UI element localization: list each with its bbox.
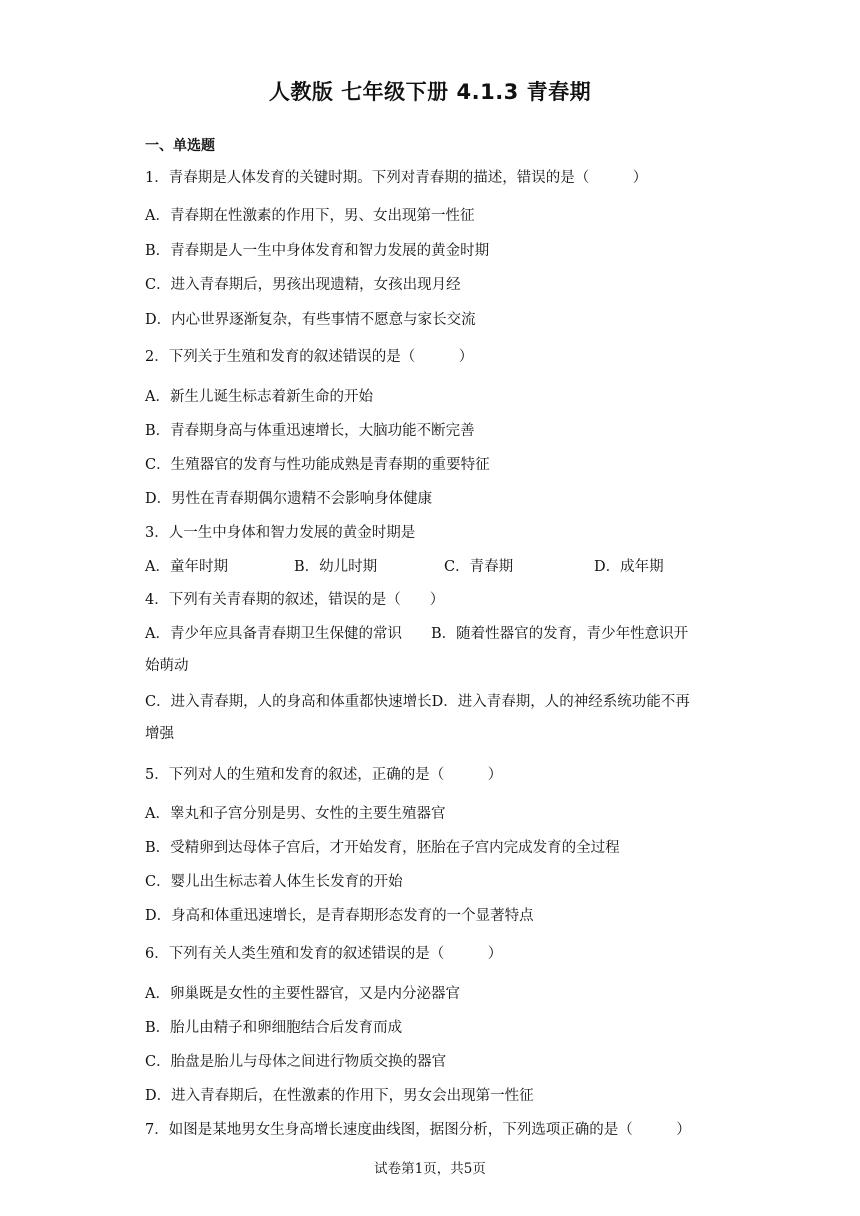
question-6-stem: 6．下列有关人类生殖和发育的叙述错误的是（ ） [145,946,503,962]
question-2-stem: 2．下列关于生殖和发育的叙述错误的是（ ） [145,349,474,365]
question-2-option-a: A．新生儿诞生标志着新生命的开始 [145,389,373,405]
question-2-option-b: B．青春期身高与体重迅速增长，大脑功能不断完善 [145,423,475,439]
question-1-option-a: A．青春期在性激素的作用下，男、女出现第一性征 [145,208,475,224]
question-3-option-d: D．成年期 [594,559,664,575]
question-4-options-line-3: C．进入青春期，人的身高和体重都快速增长D．进入青春期，人的神经系统功能不再 [145,694,690,710]
question-4-stem: 4．下列有关青春期的叙述，错误的是（ ） [145,592,445,608]
question-5-option-d: D．身高和体重迅速增长，是青春期形态发育的一个显著特点 [145,908,534,924]
question-1-option-c: C．进入青春期后，男孩出现遗精，女孩出现月经 [145,277,461,293]
question-2-option-d: D．男性在青春期偶尔遗精不会影响身体健康 [145,491,433,507]
question-1-stem: 1．青春期是人体发育的关键时期。下列对青春期的描述，错误的是（ ） [145,170,648,186]
question-5-option-c: C．婴儿出生标志着人体生长发育的开始 [145,874,403,890]
question-1-option-b: B．青春期是人一生中身体发育和智力发展的黄金时期 [145,243,490,259]
question-4-options-line-1: A．青少年应具备青春期卫生保健的常识 B．随着性器官的发育，青少年性意识开 [145,626,689,642]
question-6-option-a: A．卵巢既是女性的主要性器官，又是内分泌器官 [145,986,460,1002]
question-7-stem: 7．如图是某地男女生身高增长速度曲线图，据图分析，下列选项正确的是（ ） [145,1122,691,1138]
question-5-option-b: B．受精卵到达母体子宫后，才开始发育，胚胎在子宫内完成发育的全过程 [145,840,620,856]
question-3-option-a: A．童年时期 [145,559,228,575]
question-4-options-line-4: 增强 [145,726,174,742]
question-2-option-c: C．生殖器官的发育与性功能成熟是青春期的重要特征 [145,457,490,473]
page-footer: 试卷第1页，共5页 [374,1161,486,1177]
question-6-option-b: B．胎儿由精子和卵细胞结合后发育而成 [145,1020,403,1036]
question-3-stem: 3．人一生中身体和智力发展的黄金时期是 [145,525,416,541]
question-5-stem: 5．下列对人的生殖和发育的叙述，正确的是（ ） [145,767,503,783]
document-title: 人教版 七年级下册 4.1.3 青春期 [268,80,592,104]
question-1-option-d: D．内心世界逐渐复杂，有些事情不愿意与家长交流 [145,312,476,328]
section-heading: 一、单选题 [145,138,215,154]
question-6-option-c: C．胎盘是胎儿与母体之间进行物质交换的器官 [145,1054,447,1070]
question-4-options-line-2: 始萌动 [145,658,189,674]
question-6-option-d: D．进入青春期后，在性激素的作用下，男女会出现第一性征 [145,1088,534,1104]
question-5-option-a: A．睾丸和子宫分别是男、女性的主要生殖器官 [145,806,446,822]
question-3-option-b: B．幼儿时期 [294,559,378,575]
question-3-option-c: C．青春期 [444,559,514,575]
question-3-options-row [0,557,860,577]
